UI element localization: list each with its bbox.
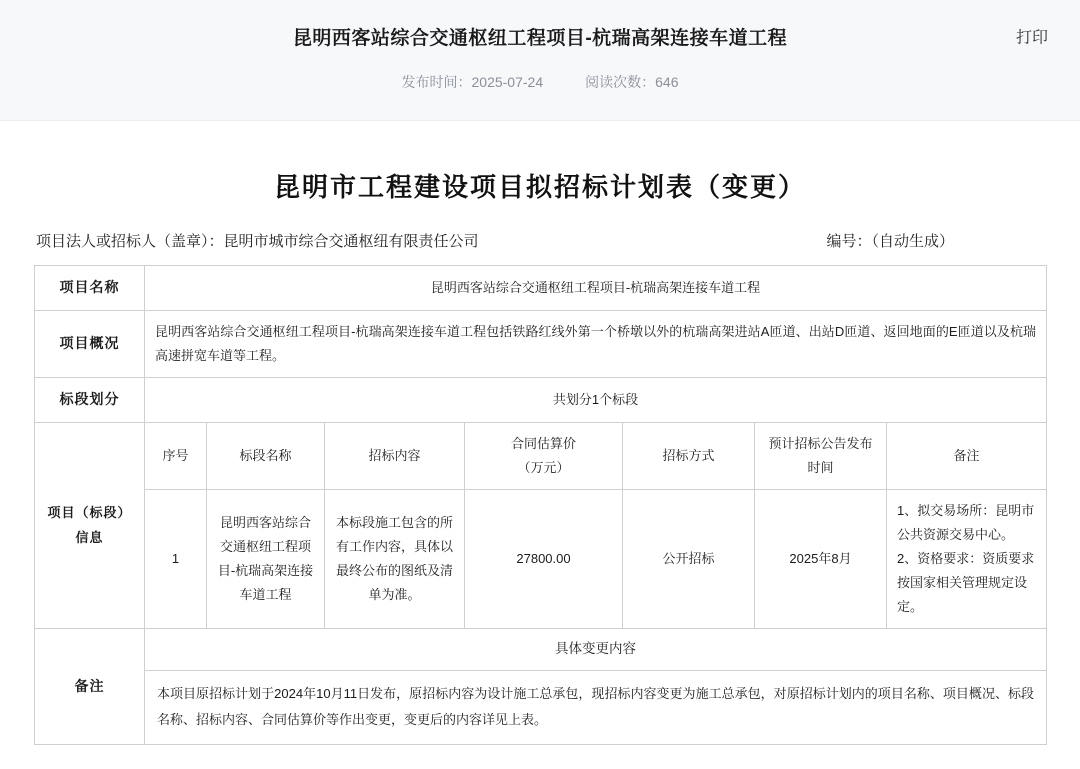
row-label-section-division: 标段划分 (35, 377, 145, 422)
document-main-title: 昆明市工程建设项目拟招标计划表（变更） (273, 172, 806, 202)
table-row (35, 310, 1047, 377)
table-row (35, 266, 1047, 311)
change-section-title: 具体变更内容 (145, 629, 1046, 671)
cell-price: 27800.00 (465, 489, 623, 628)
cell-method: 公开招标 (623, 489, 755, 628)
row-value-remark (145, 629, 1047, 745)
section-info-label-text: 项目（标段）信息 (47, 505, 132, 545)
cell-time: 2025年8月 (755, 489, 887, 628)
col-header-method: 招标方式 (623, 422, 755, 489)
row-label-overview: 项目概况 (35, 310, 145, 377)
read-count: 阅读次数：646 (585, 74, 679, 90)
row-label-remark: 备注 (35, 629, 145, 745)
code-label: 编号： (826, 233, 872, 250)
page-title: 昆明西客站综合交通枢纽工程项目-杭瑞高架连接车道工程 (292, 27, 788, 49)
row-label-section-info (35, 422, 145, 628)
row-value-project-name: 昆明西客站综合交通枢纽工程项目-杭瑞高架连接车道工程 (145, 266, 1047, 311)
cell-section-name: 昆明西客站综合交通枢纽工程项目-杭瑞高架连接车道工程 (207, 489, 325, 628)
col-header-time (755, 422, 887, 489)
code-value: （自动生成） (871, 233, 954, 250)
document-content (0, 121, 1080, 769)
print-button[interactable]: 打印 (1015, 29, 1048, 47)
page-header (0, 0, 1080, 121)
col-header-no: 序号 (145, 422, 207, 489)
document-subline (36, 230, 1046, 251)
col-header-time-line1: 预计招标公告发布 (768, 435, 873, 451)
cell-remark-line1: 1、拟交易场所：昆明市公共资源交易中心。 (897, 502, 1035, 543)
cell-content: 本标段施工包含的所有工作内容，具体以最终公布的图纸及清单为准。 (325, 489, 465, 628)
col-header-time-line2: 时间 (807, 459, 834, 475)
row-value-section-division: 共划分1个标段 (145, 377, 1047, 422)
col-header-price (465, 422, 623, 489)
table-row (35, 377, 1047, 422)
code-field (826, 230, 954, 251)
col-header-price-line1: 合同估算价 (510, 435, 576, 451)
change-section-body: 本项目原招标计划于2024年10月11日发布，原招标内容为设计施工总承包，现招标内容变更为施工总承包，对原招标计划内的项目名称、项目概况、标段名称、招标内容、合同估算价等作出变更，变更后的内容详见上表。 (157, 686, 1035, 727)
col-header-content: 招标内容 (325, 422, 465, 489)
publish-time: 发布时间：2025-07-24 (401, 74, 544, 90)
header-top-bar (0, 0, 1080, 72)
cell-remark (887, 489, 1047, 628)
row-label-project-name: 项目名称 (35, 266, 145, 311)
header-meta (0, 72, 1080, 120)
table-row (35, 629, 1047, 745)
plan-table (34, 265, 1047, 745)
owner-value: 昆明市城市综合交通枢纽有限责任公司 (223, 233, 479, 250)
col-header-price-line2: （万元） (517, 459, 570, 475)
col-header-section-name: 标段名称 (207, 422, 325, 489)
col-header-remark: 备注 (887, 422, 1047, 489)
table-row (35, 489, 1047, 628)
row-value-overview: 昆明西客站综合交通枢纽工程项目-杭瑞高架连接车道工程包括铁路红线外第一个桥墩以外的杭瑞高架进站A匝道、出站D匝道、返回地面的E匝道以及杭瑞高速拼宽车道等工程。 (145, 310, 1047, 377)
inner-table-header-row (35, 422, 1047, 489)
owner-field (36, 230, 479, 251)
cell-remark-line2: 2、资格要求：资质要求按国家相关管理规定设定。 (897, 551, 1035, 615)
cell-no: 1 (145, 489, 207, 628)
owner-label: 项目法人或招标人（盖章）： (36, 233, 224, 250)
